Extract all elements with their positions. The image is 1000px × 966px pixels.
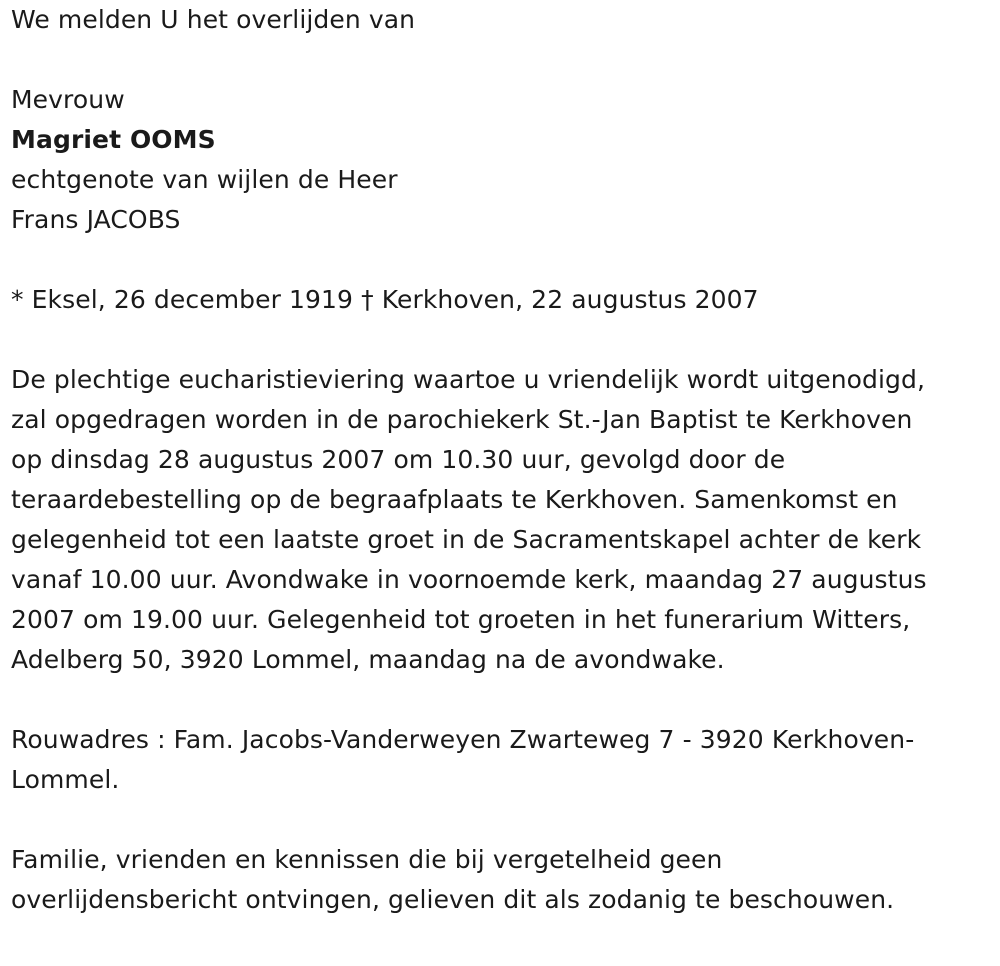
birth-death-line: * Eksel, 26 december 1919 † Kerkhoven, 22 augustus 2007 bbox=[11, 285, 759, 314]
spacer bbox=[11, 40, 986, 80]
ceremony-line: vanaf 10.00 uur. Avondwake in voornoemde kerk, maandag 27 augustus bbox=[11, 565, 927, 594]
ceremony-line: zal opgedragen worden in de parochiekerk St.-Jan Baptist te Kerkhoven bbox=[11, 405, 913, 434]
ceremony-line: gelegenheid tot een laatste groet in de Sacramentskapel achter de kerk bbox=[11, 525, 922, 554]
spacer bbox=[11, 680, 986, 720]
honorific: Mevrouw bbox=[11, 85, 125, 114]
ceremony-line: op dinsdag 28 augustus 2007 om 10.30 uur, gevolgd door de bbox=[11, 445, 786, 474]
ceremony-line: teraardebestelling op de begraafplaats te Kerkhoven. Samenkomst en bbox=[11, 485, 898, 514]
closing-line: overlijdensbericht ontvingen, gelieven dit als zodanig te beschouwen. bbox=[11, 885, 895, 914]
deceased-name: Magriet OOMS bbox=[11, 125, 216, 154]
ceremony-line: 2007 om 19.00 uur. Gelegenheid tot groeten in het funerarium Witters, bbox=[11, 605, 911, 634]
ceremony-line: Adelberg 50, 3920 Lommel, maandag na de avondwake. bbox=[11, 645, 725, 674]
spacer bbox=[11, 800, 986, 840]
ceremony-line: De plechtige eucharistieviering waartoe u vriendelijk wordt uitgenodigd, bbox=[11, 365, 926, 394]
address-line: Lommel. bbox=[11, 765, 120, 794]
spouse-name: Frans JACOBS bbox=[11, 205, 181, 234]
address-line: Rouwadres : Fam. Jacobs-Vanderweyen Zwarteweg 7 - 3920 Kerkhoven- bbox=[11, 725, 915, 754]
death-notice bbox=[11, 0, 986, 920]
spacer bbox=[11, 240, 986, 280]
intro-text: We melden U het overlijden van bbox=[11, 5, 416, 34]
closing-paragraph bbox=[11, 840, 986, 920]
relation-text: echtgenote van wijlen de Heer bbox=[11, 165, 398, 194]
address-paragraph bbox=[11, 720, 986, 800]
ceremony-paragraph bbox=[11, 360, 986, 680]
closing-line: Familie, vrienden en kennissen die bij vergetelheid geen bbox=[11, 845, 723, 874]
spacer bbox=[11, 320, 986, 360]
